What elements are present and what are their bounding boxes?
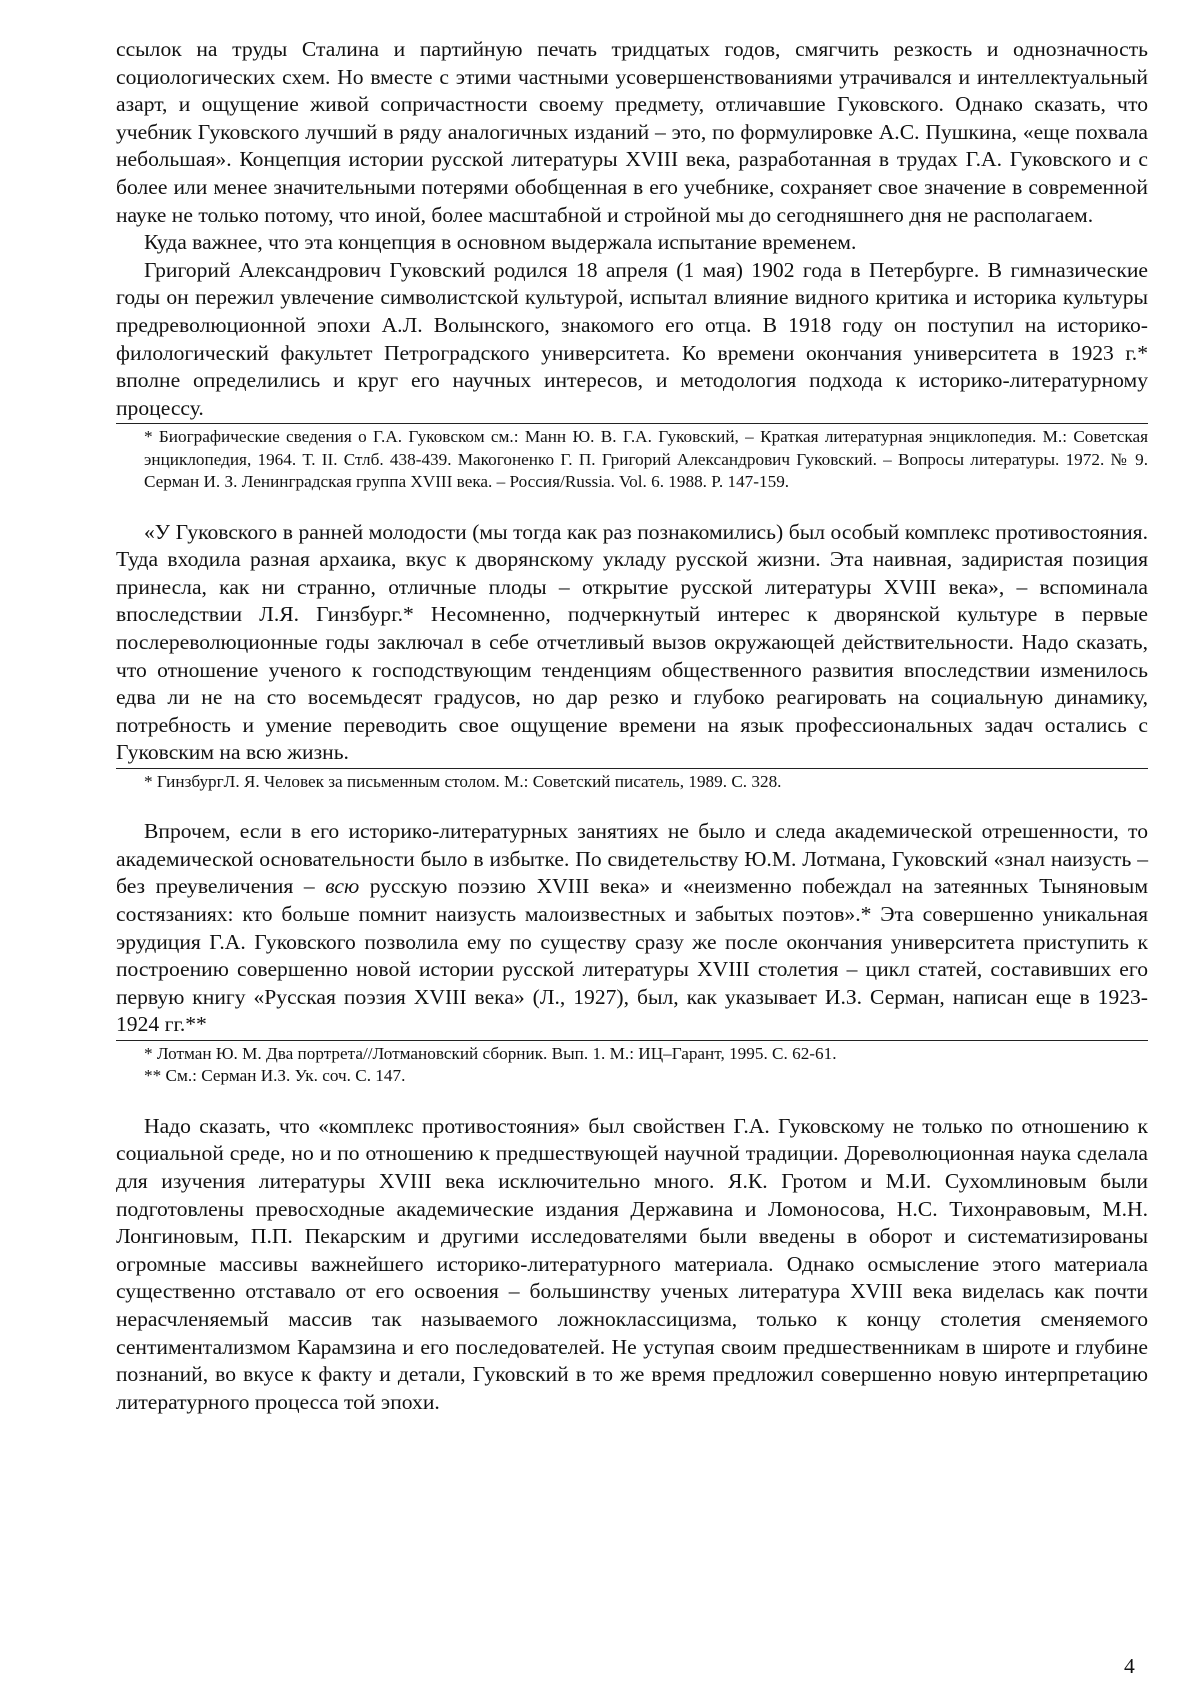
spacer bbox=[116, 494, 1148, 519]
paragraph-erudition bbox=[116, 818, 1148, 1039]
footnote-block-2 bbox=[116, 768, 1148, 793]
erudition-text-part-1: Впрочем, если в его историко-литературных занятиях не было и следа академической отрешенности, то академической основательности было в избытке. По свидетельству Ю.М. Лотмана, Гуковский «знал наизусть – без преувеличения – bbox=[116, 819, 1148, 899]
footnote-serman: ** См.: Серман И.З. Ук. соч. С. 147. bbox=[144, 1066, 406, 1086]
paragraph-ginzburg-quote: «У Гуковского в ранней молодости (мы тогда как раз познакомились) был особый комплекс противостояния. Туда входила разная архаика, вкус к дворянскому укладу русской жизни. Эта наивная, задиристая позиция принесла, как ни странно, отличные плоды – открытие русской литературы XVIII века», – вспоминала впоследствии Л.Я. Гинзбург.* Несомненно, подчеркнутый интерес к дворянской культуре в первые послереволюционные годы заключал в себе отчетливый вызов окружающей действительности. Надо сказать, что отношение ученого к господствующим тенденциям общественного развития впоследствии изменилось едва ли не на сто восемьдесят градусов, но дар резко и глубоко реагировать на социальную динамику, потребность и умение переводить свое ощущение времени на язык профессиональных задач остались с Гуковским на всю жизнь. bbox=[116, 519, 1148, 765]
paragraph-tradition: Надо сказать, что «комплекс противостояния» был свойствен Г.А. Гуковскому не только по отношению к социальной среде, но и по отношению к предшествующей научной традиции. Дореволюционная наука сделала для изучения литературы XVIII века исключительно много. Я.К. Гротом и М.И. Сухомлиновым были подготовлены превосходные академические издания Державина и Ломоносова, Н.С. Тихонравовым, М.Н. Лонгиновым, П.П. Пекарским и другими исследователями были введены в оборот и систематизированы огромные массивы важнейшего историко-литературного материала. Однако осмысление этого материала существенно отставало от его освоения – большинству ученых литература XVIII века виделась как почти нерасчленяемый массив так называемого ложноклассицизма, только к концу столетия сменяемого сентиментализмом Карамзина и его последователей. Не уступая своим предшественникам в широте и глубине познаний, во вкусе к факту и детали, Гуковский в то же время предложил совершенно новую интерпретацию литературного процесса той эпохи. bbox=[116, 1113, 1148, 1414]
paragraph-concept: Куда важнее, что эта концепция в основном выдержала испытание временем. bbox=[144, 230, 857, 255]
footnote-biography: * Биографические сведения о Г.А. Гуковском см.: Манн Ю. В. Г.А. Гуковский, – Краткая литературная энциклопедия. М.: Советская энциклопедия, 1964. Т. II. Стлб. 438-439. Макогоненко Г. П. Григорий Александрович Гуковский. – Вопросы литературы. 1972. № 9. Серман И. З. Ленинградская группа XVIII века. – Россия/Russia. Vol. 6. 1988. P. 147-159. bbox=[144, 427, 1148, 492]
spacer bbox=[116, 793, 1148, 818]
page-number: 4 bbox=[1124, 1654, 1135, 1678]
text-column bbox=[116, 36, 1148, 1416]
spacer bbox=[116, 1088, 1148, 1113]
footnote-block-3 bbox=[116, 1040, 1148, 1088]
footnote-ginzburg: * ГинзбургЛ. Я. Человек за письменным столом. М.: Советский писатель, 1989. С. 328. bbox=[144, 771, 782, 791]
erudition-text-part-2: русскую поэзию XVIII века» и «неизменно побеждал на затеянных Тыняновым состязаниях: кто больше помнит наизусть малоизвестных и забытых поэтов».* Эта совершенно уникальная эрудиция Г.А. Гуковского позволила ему по существу сразу же после окончания университета приступить к построению совершенно новой истории русской литературы XVIII столетия – цикл статей, составивших его первую книгу «Русская поэзия XVIII века» (Л., 1927), был, как указывает И.З. Серман, написан еще в 1923-1924 гг.** bbox=[116, 874, 1148, 1037]
footnote-block-1 bbox=[116, 423, 1148, 493]
footnote-lotman: * Лотман Ю. М. Два портрета//Лотмановский сборник. Вып. 1. М.: ИЦ–Гарант, 1995. С. 62-61. bbox=[144, 1044, 837, 1064]
paragraph-biography: Григорий Александрович Гуковский родился 18 апреля (1 мая) 1902 года в Петербурге. В гимназические годы он пережил увлечение символистской культурой, испытал влияние видного критика и историка культуры предреволюционной эпохи А.Л. Волынского, знакомого его отца. В 1918 году он поступил на историко-филологический факультет Петроградского университета. Ко времени окончания университета в 1923 г.* вполне определились и круг его научных интересов, и методология подхода к историко-литературному процессу. bbox=[116, 257, 1148, 420]
erudition-emphasis: всю bbox=[325, 874, 360, 899]
paragraph-continued: ссылок на труды Сталина и партийную печать тридцатых годов, смягчить резкость и однозначность социологических схем. Но вместе с этими частными усовершенствованиями утрачивался и интеллектуальный азарт, и ощущение живой сопричастности своему предмету, отличавшие Гуковского. Однако сказать, что учебник Гуковского лучший в ряду аналогичных изданий – это, по формулировке А.С. Пушкина, «еще похвала небольшая». Концепция истории русской литературы XVIII века, разработанная в трудах Г.А. Гуковского и с более или менее значительными потерями обобщенная в его учебнике, сохраняет свое значение в современной науке не только потому, что иной, более масштабной и стройной мы до сегодняшнего дня не располагаем. bbox=[116, 37, 1148, 227]
